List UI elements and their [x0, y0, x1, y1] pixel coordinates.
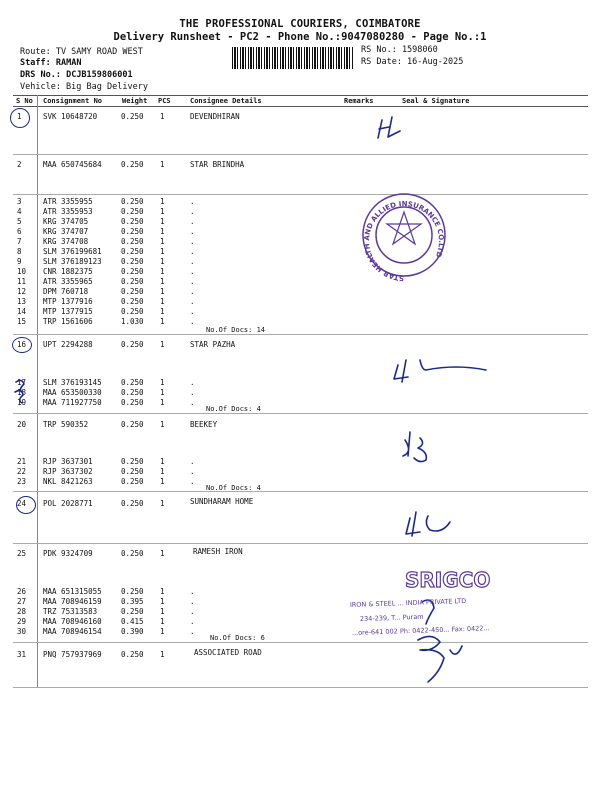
row-consignee: .: [190, 247, 195, 256]
row-consignment: MAA 650745684: [43, 160, 102, 169]
row-pcs: 1: [160, 627, 165, 636]
row-consignment: MAA 651315055: [43, 587, 102, 596]
row-pcs: 1: [160, 477, 165, 486]
row-consignment: DPM 760718: [43, 287, 89, 296]
row-consignment: MAA 708946159: [43, 597, 102, 606]
row-consignee: .: [190, 307, 195, 316]
row-consignment: CNR 1882375: [43, 267, 93, 276]
row-pcs: 1: [160, 420, 165, 429]
row-sno: 26: [17, 587, 27, 596]
row-sno: 10: [17, 267, 27, 276]
row-weight: 0.250: [121, 340, 144, 349]
row-sno: 31: [17, 650, 27, 659]
row-pcs: 1: [160, 607, 165, 616]
row-consignment: MTP 1377916: [43, 297, 93, 306]
row-consignee: .: [190, 217, 195, 226]
row-pcs: 1: [160, 237, 165, 246]
row-consignee: .: [190, 378, 195, 387]
row-sno: 30: [17, 627, 27, 636]
row-pcs: 1: [160, 467, 165, 476]
row-pcs: 1: [160, 457, 165, 466]
row-pcs: 1: [160, 499, 165, 508]
row-consignment: KRG 374707: [43, 227, 89, 236]
row-weight: 0.250: [121, 207, 144, 216]
row-weight: 0.250: [121, 307, 144, 316]
row-sno: 28: [17, 607, 27, 616]
row-consignee: .: [190, 398, 195, 407]
signature: [394, 360, 486, 382]
row-consignment: RJP 3637302: [43, 467, 93, 476]
company-logo: SRIGCO: [405, 568, 491, 592]
row-consignee: .: [190, 237, 195, 246]
row-sno: 16: [17, 340, 27, 349]
row-consignee: .: [190, 617, 195, 626]
row-weight: 0.250: [121, 477, 144, 486]
row-sno: 7: [17, 237, 22, 246]
row-consignee: .: [190, 467, 195, 476]
row-weight: 0.415: [121, 617, 144, 626]
row-consignment: PNQ 757937969: [43, 650, 102, 659]
row-sno: 18: [17, 388, 27, 397]
row-sno: 29: [17, 617, 27, 626]
row-consignee: .: [190, 227, 195, 236]
company-stamp: [350, 568, 491, 637]
row-consignment: TRP 1561606: [43, 317, 93, 326]
row-consignment: TRZ 75313583: [43, 607, 98, 616]
row-pcs: 1: [160, 398, 165, 407]
row-pcs: 1: [160, 549, 165, 558]
row-consignee: .: [190, 587, 195, 596]
row-weight: 0.250: [121, 287, 144, 296]
row-weight: 0.250: [121, 398, 144, 407]
row-pcs: 1: [160, 217, 165, 226]
row-weight: 0.390: [121, 627, 144, 636]
staff-label: Staff:: [20, 58, 51, 68]
row-consignee: .: [190, 197, 195, 206]
row-weight: 0.250: [121, 267, 144, 276]
row-consignment: SVK 10648720: [43, 112, 98, 121]
row-weight: 0.250: [121, 378, 144, 387]
row-weight: 0.250: [121, 388, 144, 397]
signature: [418, 636, 462, 682]
row-consignee: .: [190, 317, 195, 326]
signature: [403, 432, 426, 462]
row-weight: 0.250: [121, 499, 144, 508]
row-pcs: 1: [160, 287, 165, 296]
row-consignee: .: [190, 388, 195, 397]
row-consignment: UPT 2294288: [43, 340, 93, 349]
col-header-sno: S No: [16, 97, 33, 105]
row-consignee: ASSOCIATED ROAD: [194, 648, 262, 657]
row-consignment: RJP 3637301: [43, 457, 93, 466]
row-pcs: 1: [160, 307, 165, 316]
row-consignment: ATR 3355965: [43, 277, 93, 286]
row-consignment: KRG 374708: [43, 237, 89, 246]
row-consignment: NKL 8421263: [43, 477, 93, 486]
row-weight: 0.250: [121, 197, 144, 206]
row-weight: 0.250: [121, 297, 144, 306]
row-consignee: STAR BRINDHA: [190, 160, 245, 169]
docs-count: No.Of Docs: 14: [206, 326, 266, 334]
row-weight: 0.250: [121, 160, 144, 169]
row-sno: 21: [17, 457, 27, 466]
row-weight: 0.250: [121, 467, 144, 476]
row-consignee: .: [190, 267, 195, 276]
col-header-consignee: Consignee Details: [190, 97, 262, 105]
row-sno: 13: [17, 297, 27, 306]
row-pcs: 1: [160, 112, 165, 121]
row-pcs: 1: [160, 267, 165, 276]
row-sno: 9: [17, 257, 22, 266]
row-consignment: PDK 9324709: [43, 549, 93, 558]
row-sno: 12: [17, 287, 27, 296]
row-weight: 0.250: [121, 227, 144, 236]
row-weight: 0.250: [121, 457, 144, 466]
drs-value: DCJB159806001: [66, 70, 133, 80]
row-weight: 0.250: [121, 549, 144, 558]
row-consignment: MAA 708946160: [43, 617, 102, 626]
row-pcs: 1: [160, 388, 165, 397]
row-consignment: MAA 653500330: [43, 388, 102, 397]
row-pcs: 1: [160, 247, 165, 256]
row-sno: 14: [17, 307, 27, 316]
row-consignment: KRG 374705: [43, 217, 89, 226]
row-pcs: 1: [160, 277, 165, 286]
row-consignment: SLM 376199681: [43, 247, 102, 256]
row-sno: 22: [17, 467, 27, 476]
row-pcs: 1: [160, 207, 165, 216]
row-consignee: .: [190, 477, 195, 486]
row-pcs: 1: [160, 297, 165, 306]
row-weight: 0.250: [121, 587, 144, 596]
handwritten-mark: [15, 391, 23, 403]
row-consignee: STAR PAZHA: [190, 340, 236, 349]
row-pcs: 1: [160, 197, 165, 206]
row-weight: 0.250: [121, 247, 144, 256]
row-pcs: 1: [160, 257, 165, 266]
row-weight: 0.250: [121, 217, 144, 226]
row-consignment: SLM 376193145: [43, 378, 102, 387]
row-consignment: ATR 3355953: [43, 207, 93, 216]
row-consignee: .: [190, 277, 195, 286]
row-consignee: .: [190, 627, 195, 636]
row-sno: 6: [17, 227, 22, 236]
row-weight: 0.250: [121, 257, 144, 266]
row-weight: 1.030: [121, 317, 144, 326]
row-sno: 19: [17, 398, 27, 407]
drs-label: DRS No.:: [20, 70, 61, 80]
row-consignee: .: [190, 457, 195, 466]
company-stamp-line: IRON & STEEL ... INDIA PRIVATE LTD: [349, 596, 467, 609]
row-weight: 0.250: [121, 420, 144, 429]
row-sno: 17: [17, 378, 27, 387]
row-consignment: MTP 1377915: [43, 307, 93, 316]
row-consignee: RAMESH IRON: [193, 547, 243, 556]
row-pcs: 1: [160, 378, 165, 387]
docs-count: No.Of Docs: 4: [206, 484, 261, 492]
row-consignee: .: [190, 287, 195, 296]
vehicle-label: Vehicle: Big Bag Delivery: [20, 82, 148, 92]
runsheet-subtitle: Delivery Runsheet - PC2 - Phone No.:9047080280 - Page No.:1: [113, 31, 487, 43]
row-consignment: SLM 376189123: [43, 257, 102, 266]
row-consignee: .: [190, 607, 195, 616]
row-sno: 24: [17, 499, 27, 508]
rs-date: RS Date: 16-Aug-2025: [361, 57, 464, 67]
row-consignee: .: [190, 297, 195, 306]
row-weight: 0.250: [121, 650, 144, 659]
row-sno: 20: [17, 420, 27, 429]
row-weight: 0.250: [121, 237, 144, 246]
col-header-weight: Weight: [122, 97, 148, 105]
round-seal-text: STAR HEALTH AND ALLIED INSURANCE CO.LTD: [362, 199, 446, 283]
row-sno: 15: [17, 317, 27, 326]
signature: [406, 512, 450, 536]
row-pcs: 1: [160, 650, 165, 659]
row-sno: 23: [17, 477, 27, 486]
row-consignee: .: [190, 257, 195, 266]
row-weight: 0.250: [121, 112, 144, 121]
staff-value: RAMAN: [55, 58, 82, 68]
row-pcs: 1: [160, 160, 165, 169]
company-title: THE PROFESSIONAL COURIERS, COIMBATORE: [179, 18, 421, 30]
row-sno: 4: [17, 207, 22, 216]
row-consignment: MAA 708946154: [43, 627, 102, 636]
row-pcs: 1: [160, 587, 165, 596]
row-sno: 2: [17, 160, 22, 169]
col-header-consignment: Consignment No: [43, 97, 103, 105]
row-consignee: SUNDHARAM HOME: [190, 497, 254, 506]
row-sno: 25: [17, 549, 27, 558]
signature: [378, 117, 400, 138]
row-pcs: 1: [160, 597, 165, 606]
company-stamp-line: 234-239, T... Puram: [359, 612, 424, 623]
row-consignee: DEVENDHIRAN: [190, 112, 240, 121]
docs-count: No.Of Docs: 6: [210, 634, 265, 642]
company-stamp-line: ...ore-641 002 Ph: 0422-450... Fax: 0422...: [351, 624, 490, 637]
row-pcs: 1: [160, 340, 165, 349]
row-consignee: .: [190, 597, 195, 606]
row-sno: 8: [17, 247, 22, 256]
row-consignee: BEEKEY: [190, 420, 218, 429]
row-consignment: POL 2028771: [43, 499, 93, 508]
col-header-remarks: Remarks: [344, 97, 374, 105]
row-consignment: ATR 3355955: [43, 197, 93, 206]
row-pcs: 1: [160, 617, 165, 626]
row-sno: 5: [17, 217, 22, 226]
row-consignment: TRP 590352: [43, 420, 89, 429]
row-weight: 0.250: [121, 607, 144, 616]
route-label: Route: TV SAMY ROAD WEST: [20, 47, 143, 57]
row-consignee: .: [190, 207, 195, 216]
col-header-seal: Seal & Signature: [402, 97, 470, 105]
docs-count: No.Of Docs: 4: [206, 405, 261, 413]
row-weight: 0.395: [121, 597, 144, 606]
row-consignment: MAA 711927750: [43, 398, 102, 407]
row-sno: 11: [17, 277, 27, 286]
row-sno: 3: [17, 197, 22, 206]
rs-number: RS No.: 1598060: [361, 45, 438, 55]
row-pcs: 1: [160, 317, 165, 326]
row-pcs: 1: [160, 227, 165, 236]
row-sno: 1: [17, 112, 22, 121]
row-weight: 0.250: [121, 277, 144, 286]
row-sno: 27: [17, 597, 27, 606]
col-header-pcs: PCS: [158, 97, 171, 105]
